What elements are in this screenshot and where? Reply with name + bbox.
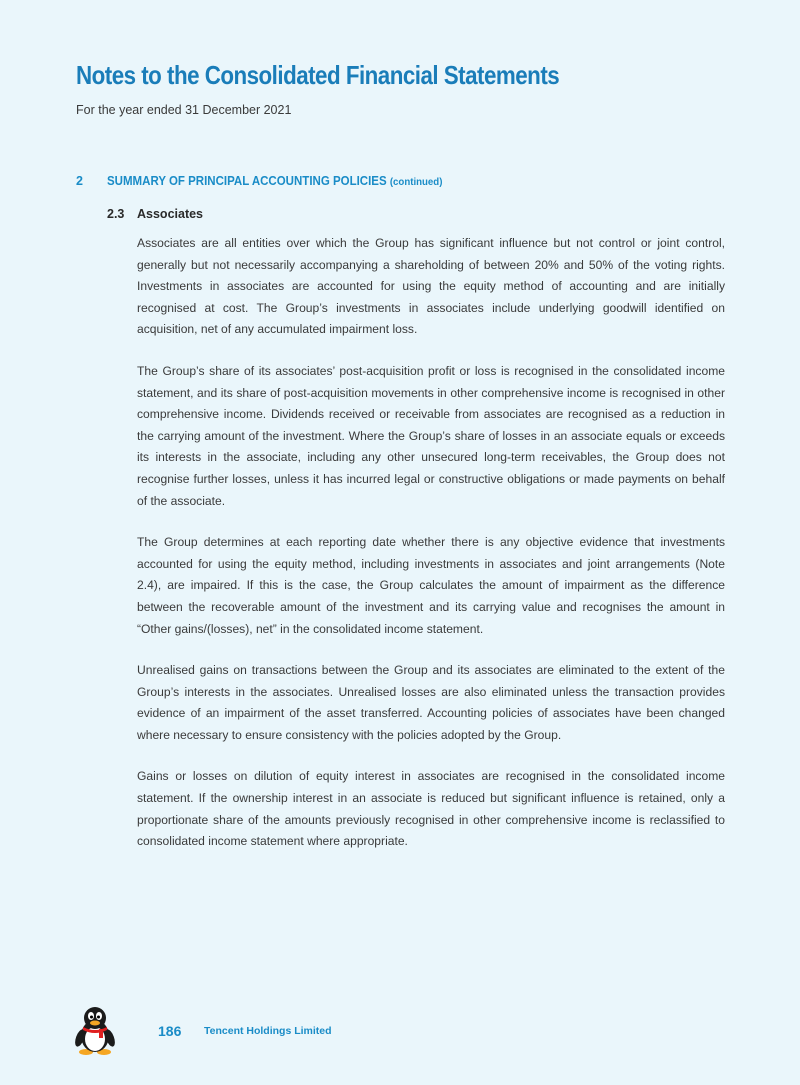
paragraph: Unrealised gains on transactions between the Group and its associates are eliminated to the extent of the Group’s interests in the associates. Unrealised losses are also eliminated unless the transaction provides evidence of an impairment of the asset transferred. Accounting policies of associates have been changed where necessary to ensure consistency with the policies adopted by the Group.: [137, 663, 725, 742]
subsection-heading: [107, 207, 203, 221]
page-subtitle: For the year ended 31 December 2021: [76, 103, 292, 117]
page-footer: [0, 1000, 800, 1060]
penguin-mascot-icon: [74, 1006, 116, 1056]
paragraph: The Group’s share of its associates’ post-acquisition profit or loss is recognised in the consolidated income statement, and its share of post-acquisition movements in other comprehensive income is recognised in other comprehensive income. Dividends received or receivable from associates are recognised as a reduction in the carrying amount of the investment. Where the Group’s share of losses in an associate equals or exceeds its interests in the associate, including any other unsecured long-term receivables, the Group does not recognise further losses, unless it has incurred legal or constructive obligations or made payments on behalf of the associate.: [137, 363, 725, 508]
page-number: 186: [158, 1023, 182, 1039]
section-heading: [76, 174, 472, 188]
page-title: Notes to the Consolidated Financial Statements: [76, 60, 560, 90]
section-title-text: SUMMARY OF PRINCIPAL ACCOUNTING POLICIES: [107, 174, 387, 188]
subsection-number: 2.3: [107, 207, 125, 221]
section-number: 2: [76, 174, 83, 188]
paragraph: Gains or losses on dilution of equity interest in associates are recognised in the consolidated income statement. If the ownership interest in an associate is reduced but significant influence is retained, only a proportionate share of the amounts previously recognised in other comprehensive income is reclassified to consolidated income statement where appropriate.: [137, 769, 725, 849]
company-name: Tencent Holdings Limited: [204, 1025, 332, 1037]
section-continued-label: (continued): [389, 176, 443, 188]
subsection-title: Associates: [137, 207, 204, 221]
paragraph: The Group determines at each reporting date whether there is any objective evidence that investments accounted for using the equity method, including investments in associates and joint arrangements (Note 2.4), are impaired. If this is the case, the Group calculates the amount of impairment as the difference between the recoverable amount of the investment and its carrying value and recognises the amount in “Other gains/(losses), net” in the consolidated income statement.: [137, 535, 725, 636]
section-title: [107, 174, 442, 188]
paragraph: Associates are all entities over which the Group has significant influence but not control or joint control, generally but not necessarily accompanying a shareholding of between 20% and 50% of the voting rights. Investments in associates are accounted for using the equity method of accounting and are initially recognised at cost. The Group’s investments in associates include underlying goodwill identified on acquisition, net of any accumulated impairment loss.: [137, 236, 725, 337]
body-text: [137, 233, 725, 873]
